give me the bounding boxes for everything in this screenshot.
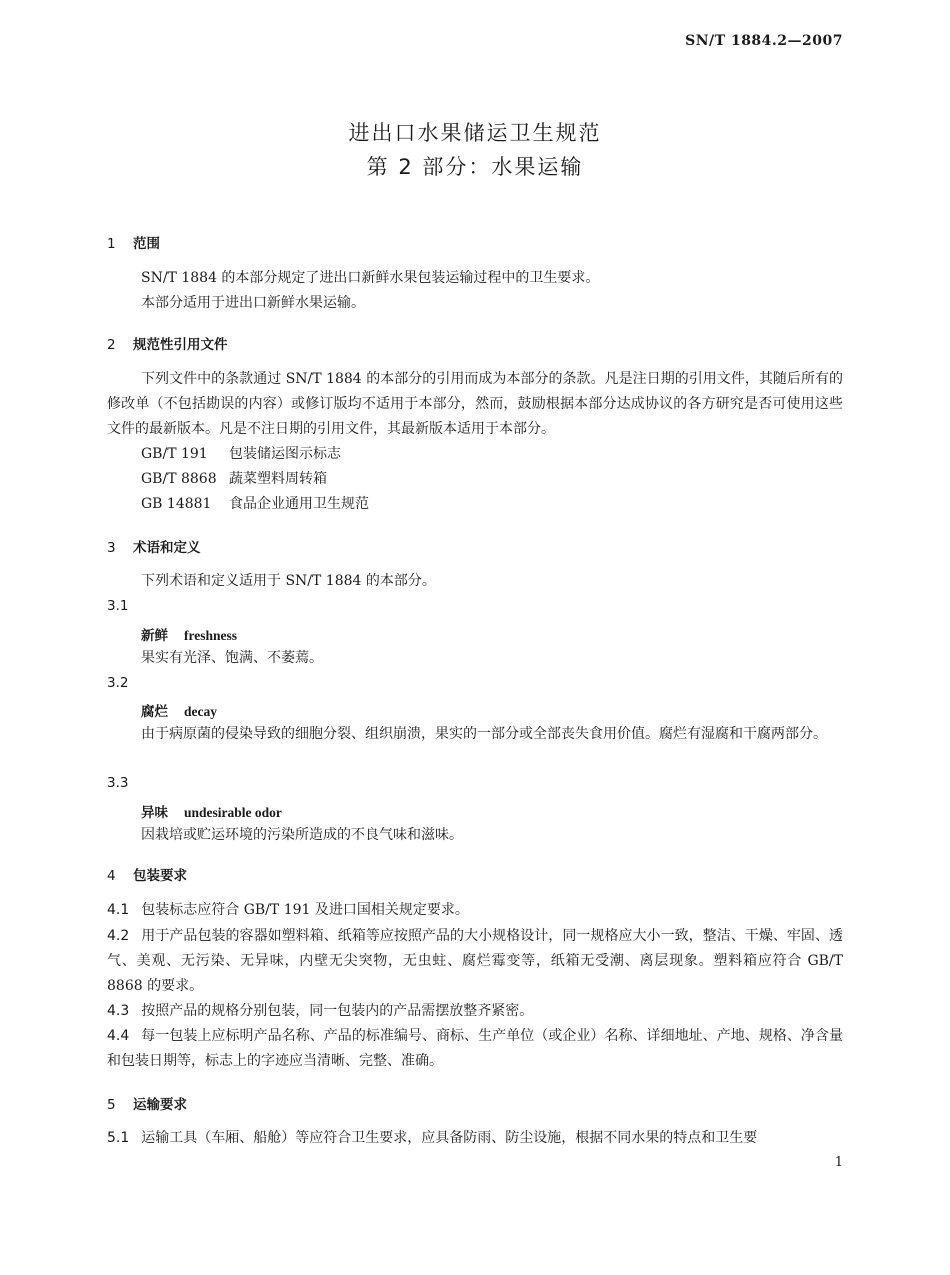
term-number: 3.2 bbox=[107, 675, 129, 691]
paragraph: SN/T 1884 的本部分规定了进出口新鲜水果包装运输过程中的卫生要求。 bbox=[141, 270, 600, 286]
term-definition: 果实有光泽、饱满、不萎蔫。 bbox=[141, 650, 323, 666]
term-heading bbox=[141, 624, 237, 644]
clause-text: 用于产品包装的容器如塑料箱、纸箱等应按照产品的大小规格设计，同一规格应大小一致，整洁、干燥、牢固、透气、美观、无污染、无异味，内壁无尖突物，无虫蛀、腐烂霉变等，纸箱无受潮、离层现象。塑料箱应符合 GB/T 8868 的要求。 bbox=[107, 928, 843, 994]
paragraph: 下列术语和定义适用于 SN/T 1884 的本部分。 bbox=[141, 573, 436, 589]
term-definition: 因栽培或贮运环境的污染所造成的不良气味和滋味。 bbox=[141, 827, 463, 843]
clause-text: 按照产品的规格分别包装，同一包装内的产品需摆放整齐紧密。 bbox=[141, 1003, 534, 1019]
reference-item bbox=[141, 467, 327, 492]
section-number: 3 bbox=[107, 540, 116, 556]
term-zh: 异味 bbox=[141, 805, 168, 821]
term-en: freshness bbox=[184, 628, 238, 643]
clause bbox=[107, 898, 843, 923]
section-number: 2 bbox=[107, 337, 116, 353]
reference-title: 包装储运图示标志 bbox=[229, 446, 341, 462]
reference-item bbox=[141, 492, 369, 517]
reference-code: GB 14881 bbox=[141, 496, 212, 512]
section-3-heading bbox=[107, 536, 201, 556]
term-zh: 新鲜 bbox=[141, 628, 168, 644]
clause-text: 每一包装上应标明产品名称、产品的标准编号、商标、生产单位（或企业）名称、详细地址、产地、规格、净含量和包装日期等，标志上的字迹应当清晰、完整、准确。 bbox=[107, 1028, 843, 1069]
clause bbox=[107, 924, 843, 999]
term-number: 3.3 bbox=[107, 775, 129, 791]
clause-number: 4.3 bbox=[107, 1003, 130, 1019]
document-subtitle: 第 2 部分：水果运输 bbox=[366, 155, 584, 179]
clause-number: 4.2 bbox=[107, 928, 130, 944]
section-number: 5 bbox=[107, 1097, 116, 1113]
term-en: undesirable odor bbox=[184, 805, 282, 820]
paragraph: 本部分适用于进出口新鲜水果运输。 bbox=[141, 295, 365, 311]
paragraph: 下列文件中的条款通过 SN/T 1884 的本部分的引用而成为本部分的条款。凡是注日期的引用文件，其随后所有的修改单（不包括勘误的内容）或修订版均不适用于本部分，然而，鼓励根据本部分达成协议的各方研究是否可使用这些文件的最新版本。凡是不注日期的引用文件，其最新版本适用于本部分。 bbox=[107, 371, 843, 437]
term-heading bbox=[141, 801, 282, 821]
reference-title: 食品企业通用卫生规范 bbox=[229, 496, 369, 512]
reference-code: GB/T 8868 bbox=[141, 471, 217, 487]
document-title: 进出口水果储运卫生规范 bbox=[348, 121, 602, 145]
clause-text: 运输工具（车厢、船舱）等应符合卫生要求，应具备防雨、防尘设施，根据不同水果的特点和卫生要 bbox=[141, 1130, 758, 1146]
section-title: 范围 bbox=[133, 236, 160, 252]
section-title: 术语和定义 bbox=[133, 540, 201, 556]
section-4-heading bbox=[107, 864, 187, 884]
section-title: 包装要求 bbox=[133, 868, 187, 884]
section-title: 运输要求 bbox=[133, 1097, 187, 1113]
clause-number: 4.4 bbox=[107, 1028, 130, 1044]
term-number: 3.1 bbox=[107, 598, 129, 614]
term-definition: 由于病原菌的侵染导致的细胞分裂、组织崩溃，果实的一部分或全部丧失食用价值。腐烂有湿腐和干腐两部分。 bbox=[141, 726, 827, 742]
reference-title: 蔬菜塑料周转箱 bbox=[229, 471, 327, 487]
term-zh: 腐烂 bbox=[141, 704, 168, 720]
standard-code: SN/T 1884.2—2007 bbox=[685, 33, 843, 49]
section-2-heading bbox=[107, 333, 228, 353]
clause bbox=[107, 1126, 843, 1151]
term-heading bbox=[141, 700, 217, 720]
term-en: decay bbox=[184, 704, 217, 719]
clause-number: 4.1 bbox=[107, 902, 130, 918]
section-5-heading bbox=[107, 1093, 187, 1113]
clause-text: 包装标志应符合 GB/T 191 及进口国相关规定要求。 bbox=[141, 902, 469, 918]
clause bbox=[107, 999, 843, 1024]
reference-item bbox=[141, 442, 341, 467]
reference-code: GB/T 191 bbox=[141, 446, 208, 462]
section-1-heading bbox=[107, 232, 160, 252]
section-number: 1 bbox=[107, 236, 116, 252]
clause-number: 5.1 bbox=[107, 1130, 130, 1146]
section-title: 规范性引用文件 bbox=[133, 337, 228, 353]
page-number: 1 bbox=[834, 1155, 843, 1170]
clause bbox=[107, 1024, 843, 1074]
section-number: 4 bbox=[107, 868, 116, 884]
